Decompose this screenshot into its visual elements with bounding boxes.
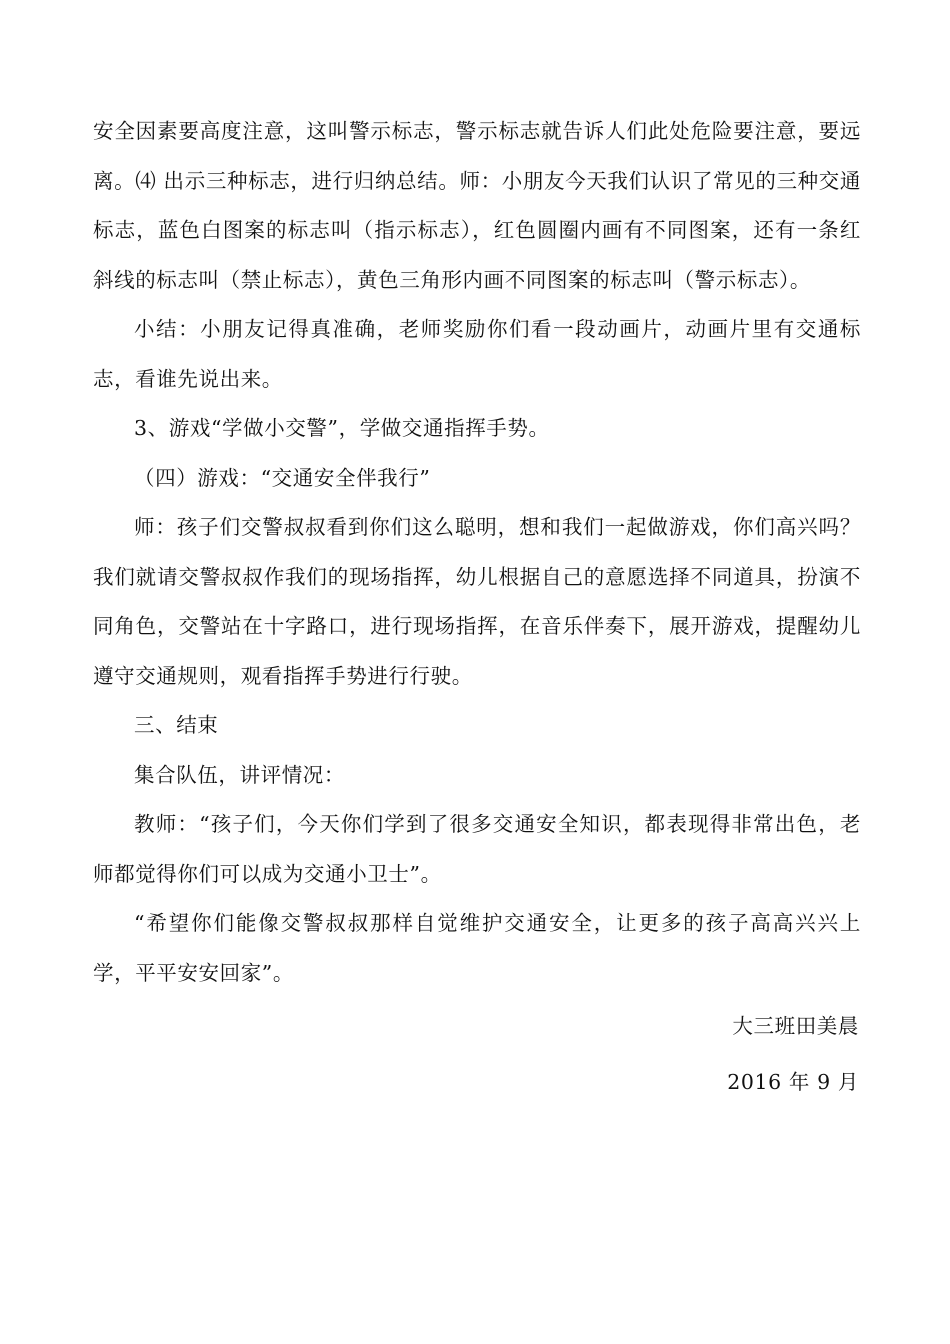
paragraph-hope: “希望你们能像交警叔叔那样自觉维护交通安全，让更多的孩子高高兴兴上学，平平安安回家”。 <box>93 911 861 985</box>
signature: 大三班田美晨 <box>732 1014 859 1038</box>
paragraph-assemble: 集合队伍，讲评情况： <box>134 762 345 787</box>
paragraph-teacher-game: 师：孩子们交警叔叔看到你们这么聪明，想和我们一起做游戏，你们高兴吗？我们就请交警叔叔作我们的现场指挥，幼儿根据自己的意愿选择不同道具，扮演不同角色，交警站在十字路口，进行现场指挥，在音乐伴奏下，展开游戏，提醒幼儿遵守交通规则，观看指挥手势进行行驶。 <box>93 515 861 688</box>
document-date: 2016 年 9 月 <box>727 1069 859 1094</box>
section-heading-ending: 三、结束 <box>134 713 219 737</box>
paragraph-traffic-signs-summary: 安全因素要高度注意，这叫警示标志，警示标志就告诉人们此处危险要注意，要远离。⑷ 出示三种标志，进行归纳总结。师：小朋友今天我们认识了常见的三种交通标志，蓝色白图案的标志叫（指示标志），红色圆圈内画有不同图案，还有一条红斜线的标志叫（禁止标志），黄色三角形内画不同图案的标志叫（警示标志）。 <box>93 119 861 292</box>
paragraph-game-traffic-police: 3、游戏“学做小交警”，学做交通指挥手势。 <box>134 416 550 440</box>
paragraph-summary: 小结：小朋友记得真准确，老师奖励你们看一段动画片，动画片里有交通标志，看谁先说出来。 <box>93 317 861 391</box>
document-body <box>93 107 861 1107</box>
section-heading-game: （四）游戏：“交通安全伴我行” <box>134 465 431 490</box>
paragraph-teacher-closing: 教师：“孩子们，今天你们学到了很多交通安全知识，都表现得非常出色，老师都觉得你们可以成为交通小卫士”。 <box>93 812 861 886</box>
